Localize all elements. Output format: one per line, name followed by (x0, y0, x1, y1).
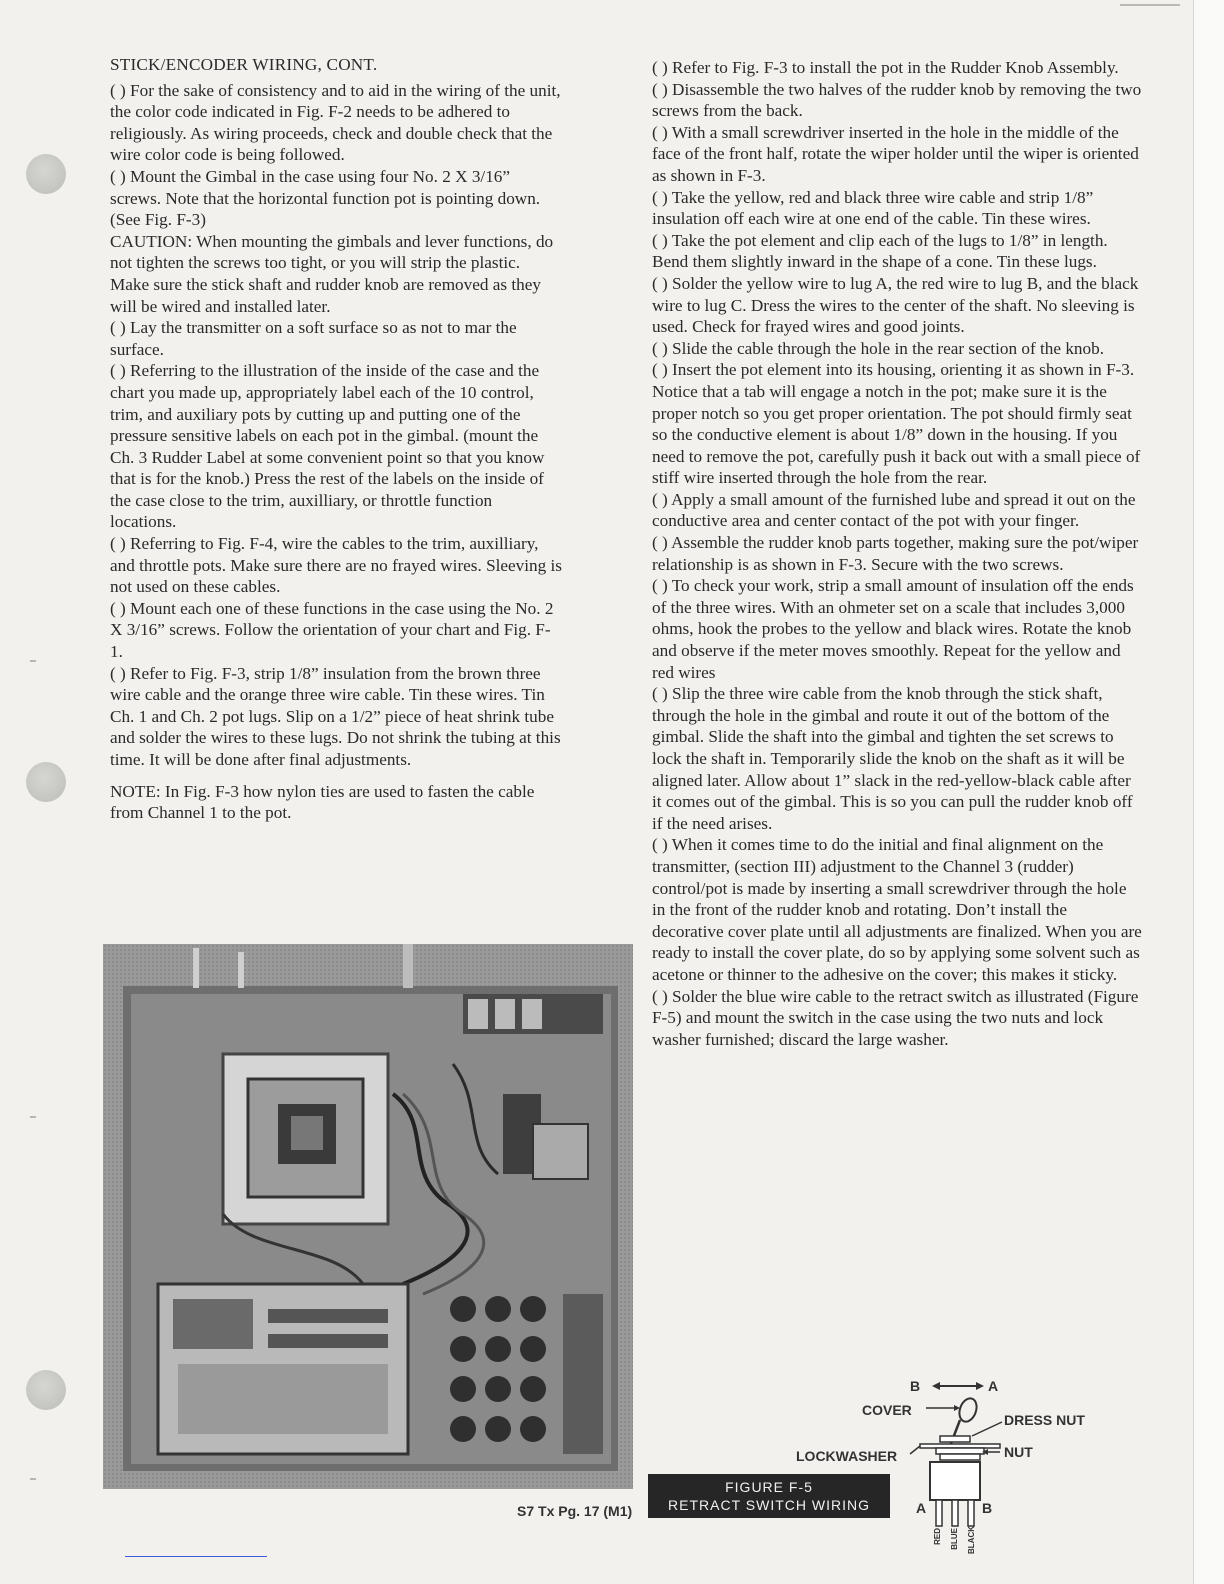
page-edge (1193, 0, 1224, 1584)
paragraph: ( ) Take the yellow, red and black three wire cable and strip 1/8” insulation off each wire at one end of the cable. Tin these wires. (652, 187, 1094, 229)
left-column (110, 54, 562, 824)
paragraph: ( ) Slide the cable through the hole in the rear section of the knob. (652, 338, 1104, 358)
paragraph: CAUTION: When mounting the gimbals and lever functions, do not tighten the screws too tight, or you will strip the plastic. (110, 231, 554, 273)
paragraph: ( ) Lay the transmitter on a soft surface so as not to mar the surface. (110, 318, 517, 359)
top-mark (1120, 4, 1180, 6)
punch-hole (26, 154, 66, 194)
paragraph: ( ) Mount each one of these functions in the case using the No. 2 X 3/16” screws. Follow the orientation of your chart and Fig. F-1. (110, 598, 554, 662)
punch-hole (26, 762, 66, 802)
label-dress-nut: DRESS NUT (1004, 1412, 1085, 1428)
punch-hole (26, 1370, 66, 1410)
bottom-rule (125, 1556, 267, 1557)
right-column (652, 57, 1142, 1050)
paragraph: ( ) Solder the yellow wire to lug A, the red wire to lug B, and the black wire to lug C. Dress the wires to the center of the shaft. No sleeving is used. Check for frayed wires and good joints. (652, 273, 1139, 337)
paragraph: ( ) Solder the blue wire cable to the retract switch as illustrated (Figure F-5) and mount the switch in the case using the two nuts and lock washer furnished; discard the large washer. (652, 986, 1139, 1049)
figure-title: RETRACT SWITCH WIRING (668, 1497, 870, 1513)
paragraph: ( ) Disassemble the two halves of the rudder knob by removing the two screws from the back. (652, 79, 1142, 121)
label-a-top: A (988, 1378, 999, 1394)
margin-tick (30, 1116, 36, 1118)
page-number: S7 Tx Pg. 17 (M1) (517, 1503, 633, 1519)
paragraph: ( ) Referring to the illustration of the inside of the case and the chart you made up, appropriately label each of the 10 control, trim, and auxiliary pots by cutting up and putting one of the pressure sensitive labels on each pot in the gimbal. (mount the Ch. 3 Rudder Label at some convenient point so that you know that is for the knob.) Press the rest of the labels on the inside of the case close to the trim, auxilliary, or throttle function locations. (110, 361, 545, 532)
wire-label-red: RED (933, 1528, 942, 1545)
paragraph: ( ) Refer to Fig. F-3 to install the pot in the Rudder Knob Assembly. (652, 58, 1119, 77)
figure-number: FIGURE F-5 (725, 1479, 813, 1495)
wire-label-blue: BLUE (950, 1528, 959, 1550)
paragraph: ( ) To check your work, strip a small amount of insulation off the ends of the three wires. With an ohmeter set on a scale that includes 3,000 ohms, hook the probes to the yellow and black wires. Rotate the knob and observe if the meter moves smoothly. Repeat for the yellow and red wires (652, 576, 1134, 682)
paragraph: ( ) Insert the pot element into its housing, orienting it as shown in F-3. Notice that a tab will engage a notch in the pot; make sure it is the proper notch so you get proper orientation. The pot should firmly seat so the conductive element is about 1/8” down in the housing. If you need to remove the pot, carefully push it back out with a small piece of stiff wire inserted through the hole from the rear. (652, 360, 1141, 488)
paragraph: ( ) Take the pot element and clip each of the lugs to 1/8” in length. Bend them slightly inward in the shape of a cone. Tin these lugs. (652, 230, 1108, 272)
label-nut: NUT (1004, 1444, 1033, 1460)
paragraph: ( ) Refer to Fig. F-3, strip 1/8” insulation from the brown three wire cable and the orange three wire cable. Tin these wires. Tin Ch. 1 and Ch. 2 pot lugs. Slip on a 1/2” piece of heat shrink tube and solder the wires to these lugs. Do not shrink the tubing at this time. It will be done after final adjustments. (110, 663, 561, 769)
paragraph: ( ) Slip the three wire cable from the knob through the stick shaft, through the hole in the gimbal and route it out of the bottom of the gimbal. Slide the shaft into the gimbal and tighten the set screws to lock the shaft in. Temporarily slide the knob on the shaft as it will be aligned later. Allow about 1” slack in the red-yellow-black cable after it comes out of the gimbal. This is so you can pull the rudder knob off if the need arises. (652, 684, 1133, 833)
label-cover: COVER (862, 1402, 912, 1418)
margin-tick (30, 660, 36, 662)
paragraph: ( ) For the sake of consistency and to aid in the wiring of the unit, the color code indicated in Fig. F-2 needs to be adhered to religiously. As wiring proceeds, check and double check that the wire color code is being followed. (110, 80, 561, 165)
margin-tick (30, 1478, 36, 1480)
label-lockwasher: LOCKWASHER (796, 1448, 898, 1464)
label-a-bottom: A (916, 1500, 927, 1516)
retract-switch-diagram (790, 1372, 1130, 1584)
paragraph: ( ) Assemble the rudder knob parts together, making sure the pot/wiper relationship is as shown in F-3. Secure with the two screws. (652, 533, 1139, 574)
paragraph: ( ) When it comes time to do the initial and final alignment on the transmitter, (section III) adjustment to the Channel 3 (rudder) control/pot is made by inserting a small screwdriver through the hole in the front of the rudder knob and rotating. Don’t install the decorative cover plate until all adjustments are finalized. When you are ready to install the cover plate, do so by applying some solvent such as acetone or thinner to the adhesive on the cover; this makes it sticky. (652, 835, 1142, 984)
paragraph: ( ) With a small screwdriver inserted in the hole in the middle of the face of the front half, rotate the wiper holder until the wiper is oriented as shown in F-3. (652, 122, 1139, 185)
paragraph: ( ) Referring to Fig. F-4, wire the cables to the trim, auxilliary, and throttle pots. Make sure there are no frayed wires. Sleeving is not used on these cables. (110, 534, 562, 597)
paragraph: ( ) Mount the Gimbal in the case using four No. 2 X 3/16” screws. Note that the horizontal function pot is pointing down. (See Fig. F-3) (110, 166, 541, 230)
label-b-top: B (910, 1378, 921, 1394)
paragraph: Make sure the stick shaft and rudder knob are removed as they will be wired and installed later. (110, 274, 541, 316)
label-b-bottom: B (982, 1500, 993, 1516)
transmitter-interior-photo (103, 944, 633, 1489)
wire-label-black: BLACK (967, 1526, 976, 1554)
note-paragraph: NOTE: In Fig. F-3 how nylon ties are used to fasten the cable from Channel 1 to the pot. (110, 781, 535, 823)
paragraph: ( ) Apply a small amount of the furnished lube and spread it out on the conductive area and center contact of the pot with your finger. (652, 489, 1136, 531)
section-heading: STICK/ENCODER WIRING, CONT. (110, 55, 378, 74)
